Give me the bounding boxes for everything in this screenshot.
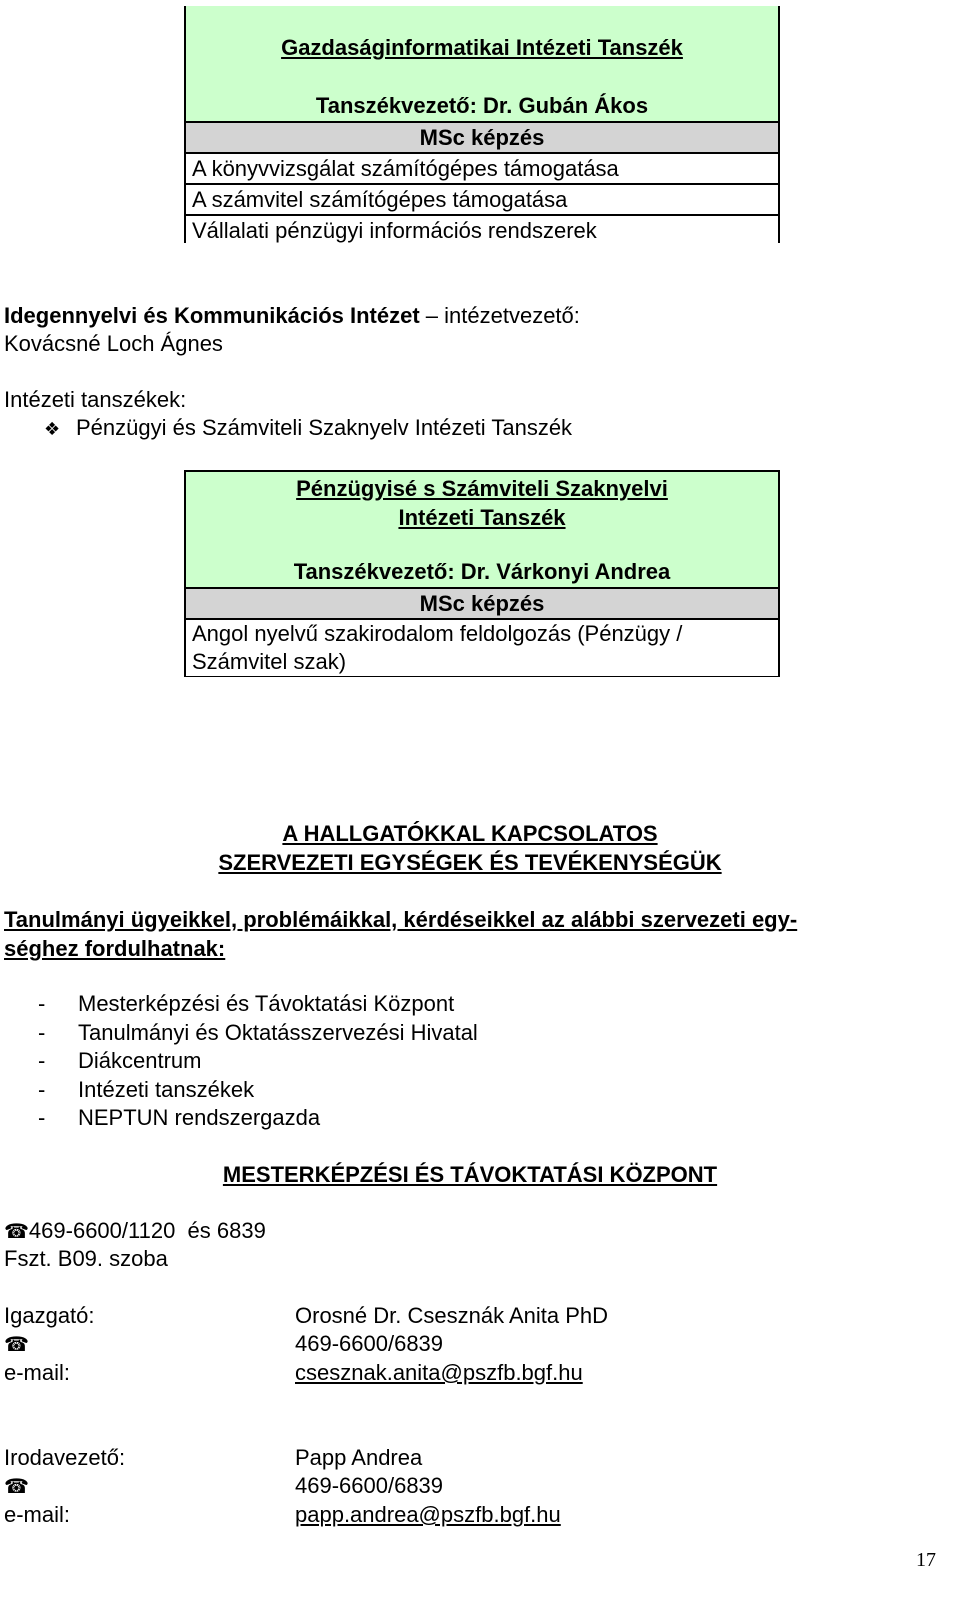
department-head: Tanszékvezető: Dr. Gubán Ákos bbox=[315, 93, 649, 118]
institute-role: – intézetvezető: bbox=[419, 303, 580, 328]
center-room: Fszt. B09. szoba bbox=[4, 1246, 168, 1271]
list-item: - Intézeti tanszékek bbox=[38, 1076, 255, 1102]
director-phone: 469-6600/6839 bbox=[295, 1331, 444, 1356]
director-label: Igazgató: bbox=[4, 1303, 95, 1328]
department-list-item bbox=[44, 414, 572, 443]
department-title-line1: Pénzügyisé s Számviteli Szaknyelvi bbox=[296, 476, 668, 501]
list-item: - NEPTUN rendszergazda bbox=[38, 1105, 321, 1130]
telephone-icon: ☎ bbox=[4, 1474, 29, 1498]
department-name: Pénzügyi és Számviteli Szaknyelv Intézeti Tanszék bbox=[76, 415, 573, 440]
email-label: e-mail: bbox=[4, 1360, 71, 1385]
intro-line1: Tanulmányi ügyeikkel, problémáikkal, kérdéseikkel az alábbi szervezeti egy- bbox=[4, 907, 798, 932]
email-label: e-mail: bbox=[4, 1502, 71, 1527]
unit-list bbox=[0, 990, 478, 1133]
department-box-language bbox=[184, 470, 780, 677]
center-phone-line bbox=[4, 1217, 266, 1245]
section-heading-line2: SZERVEZETI EGYSÉGEK ÉS TEVÉKENYSÉGÜK bbox=[218, 850, 722, 875]
course-item-line1: Angol nyelvű szakirodalom feldolgozás (Pénzügy / bbox=[186, 618, 778, 648]
list-item: - Mesterképzési és Távoktatási Központ bbox=[38, 991, 455, 1016]
list-item: - Diákcentrum bbox=[38, 1048, 202, 1073]
course-item: A számvitel számítógépes támogatása bbox=[186, 183, 778, 214]
course-item-line2: Számvitel szak) bbox=[186, 648, 778, 676]
department-head: Tanszékvezető: Dr. Várkonyi Andrea bbox=[293, 559, 671, 584]
department-title: Gazdaságinformatikai Intézeti Tanszék bbox=[281, 35, 683, 60]
office-head-label: Irodavezető: bbox=[4, 1445, 126, 1470]
department-title-line2: Intézeti Tanszék bbox=[398, 505, 566, 530]
office-email-link[interactable]: papp.andrea@pszfb.bgf.hu bbox=[295, 1502, 561, 1527]
section-heading-line1: A HALLGATÓKKAL KAPCSOLATOS bbox=[282, 821, 658, 846]
telephone-icon: ☎ bbox=[4, 1219, 29, 1243]
diamond-bullet-icon: ❖ bbox=[44, 419, 61, 439]
office-head-name: Papp Andrea bbox=[295, 1445, 423, 1470]
center-heading: MESTERKÉPZÉSI ÉS TÁVOKTATÁSI KÖZPONT bbox=[222, 1162, 718, 1187]
program-label: MSc képzés bbox=[186, 121, 778, 152]
program-label: MSc képzés bbox=[186, 587, 778, 618]
list-item: - Tanulmányi és Oktatásszervezési Hivatal bbox=[38, 1019, 478, 1045]
page-number: 17 bbox=[916, 1549, 936, 1571]
office-phone: 469-6600/6839 bbox=[295, 1473, 444, 1498]
institute-name: Idegennyelvi és Kommunikációs Intézet bbox=[4, 303, 420, 328]
institute-line bbox=[4, 302, 580, 330]
director-email-link[interactable]: csesznak.anita@pszfb.bgf.hu bbox=[295, 1360, 583, 1385]
department-box-informatics bbox=[184, 6, 780, 243]
course-item: A könyvvizsgálat számítógépes támogatása bbox=[186, 152, 778, 183]
intro-line2: séghez fordulhatnak: bbox=[4, 936, 226, 961]
institute-leader: Kovácsné Loch Ágnes bbox=[4, 331, 223, 356]
center-phone: 469-6600/1120 és 6839 bbox=[28, 1218, 266, 1243]
course-item: Vállalati pénzügyi információs rendszerek bbox=[186, 214, 778, 245]
director-name: Orosné Dr. Csesznák Anita PhD bbox=[295, 1303, 609, 1328]
departments-label: Intézeti tanszékek: bbox=[4, 387, 187, 412]
telephone-icon: ☎ bbox=[4, 1332, 29, 1356]
